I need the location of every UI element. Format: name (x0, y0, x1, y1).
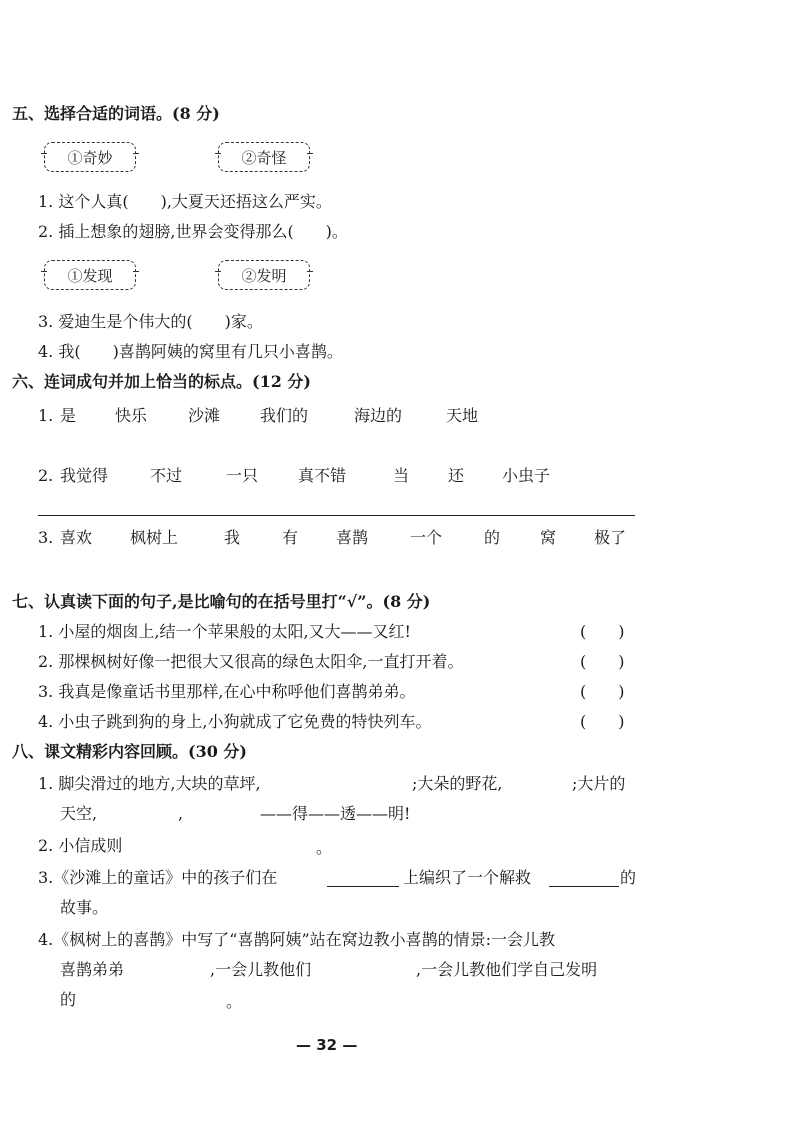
s6-row-1-word: 天地 (446, 406, 479, 425)
s6-row-1-word: 海边的 (354, 406, 403, 425)
word-choice-1: ①奇妙 (44, 142, 136, 172)
s6-row-3-number: 3. (38, 528, 54, 547)
s6-row-3-word: 喜鹊 (336, 528, 369, 547)
s8-q2-part-b: 。 (316, 838, 333, 857)
word-choice-3: ①发现 (44, 260, 136, 290)
section-7-heading: 七、认真读下面的句子,是比喻句的在括号里打“√”。(8 分) (12, 592, 431, 611)
answer-line (38, 515, 635, 516)
s6-row-3-word: 极了 (594, 528, 627, 547)
answer-parenthesis[interactable]: ( ) (580, 712, 625, 731)
s6-row-3-word: 一个 (410, 528, 443, 547)
s6-row-3-word: 有 (282, 528, 299, 547)
s6-row-2-word: 不过 (150, 466, 183, 485)
s6-row-1-word: 是 (60, 406, 77, 425)
s8-q1-part-c: ;大片的 (572, 774, 626, 793)
s7-sentence-3: 3. 我真是像童话书里那样,在心中称呼他们喜鹊弟弟。 (38, 682, 416, 701)
section-8-heading: 八、课文精彩内容回顾。(30 分) (12, 742, 247, 761)
s5-question-2: 2. 插上想象的翅膀,世界会变得那么( )。 (38, 222, 348, 241)
s8-q4-part-a: 4.《枫树上的喜鹊》中写了“喜鹊阿姨”站在窝边教小喜鹊的情景:一会儿教 (38, 930, 556, 949)
s6-row-3-word: 的 (484, 528, 501, 547)
s6-row-3-word: 我 (224, 528, 241, 547)
s6-row-1-word: 我们的 (260, 406, 309, 425)
s8-q1-part-b: ;大朵的野花, (412, 774, 503, 793)
page-number: — 32 — (296, 1036, 358, 1054)
s6-row-2-word: 一只 (226, 466, 259, 485)
s7-sentence-2: 2. 那棵枫树好像一把很大又很高的绿色太阳伞,一直打开着。 (38, 652, 464, 671)
s8-q4-part-f: 。 (226, 992, 243, 1011)
s5-question-4: 4. 我( )喜鹊阿姨的窝里有几只小喜鹊。 (38, 342, 343, 361)
s6-row-3-word: 枫树上 (130, 528, 179, 547)
fill-blank[interactable] (327, 886, 399, 887)
s8-q3-part-a: 3.《沙滩上的童话》中的孩子们在 (38, 868, 278, 887)
s6-row-3-word: 喜欢 (60, 528, 93, 547)
s8-q3-part-c: 的 (620, 868, 637, 887)
s8-q1-part-a: 1. 脚尖滑过的地方,大块的草坪, (38, 774, 261, 793)
s8-q3-part-b: 上编织了一个解救 (403, 868, 532, 887)
answer-parenthesis[interactable]: ( ) (580, 652, 625, 671)
s6-row-2-word: 当 (393, 466, 410, 485)
s5-question-1: 1. 这个人真( ),大夏天还捂这么严实。 (38, 192, 332, 211)
s8-q2-part-a: 2. 小信成则 (38, 836, 123, 855)
s7-sentence-4: 4. 小虫子跳到狗的身上,小狗就成了它免费的特快列车。 (38, 712, 432, 731)
s8-q4-part-d: ,一会儿教他们学自己发明 (416, 960, 598, 979)
s8-q4-part-e: 的 (60, 990, 77, 1009)
s6-row-2-word: 我觉得 (60, 466, 109, 485)
s6-row-2-word: 真不错 (298, 466, 347, 485)
s8-q3-part-d: 故事。 (60, 898, 109, 917)
word-choice-4: ②发明 (218, 260, 310, 290)
s6-row-1-number: 1. (38, 406, 54, 425)
s8-q4-part-b: 喜鹊弟弟 (60, 960, 125, 979)
s5-question-3: 3. 爱迪生是个伟大的( )家。 (38, 312, 263, 331)
s8-q1-part-d: 天空, (60, 804, 98, 823)
s6-row-2-word: 小虫子 (502, 466, 551, 485)
section-6-heading: 六、连词成句并加上恰当的标点。(12 分) (12, 372, 311, 391)
s8-q4-part-c: ,一会儿教他们 (210, 960, 312, 979)
s6-row-2-word: 还 (448, 466, 465, 485)
s6-row-2-number: 2. (38, 466, 54, 485)
s6-row-3-word: 窝 (540, 528, 557, 547)
s7-sentence-1: 1. 小屋的烟囱上,结一个苹果般的太阳,又大——又红! (38, 622, 411, 641)
s6-row-1-word: 沙滩 (188, 406, 221, 425)
s8-q1-part-e: , (178, 804, 184, 823)
word-choice-2: ②奇怪 (218, 142, 310, 172)
s8-q1-part-f: ——得——透——明! (260, 804, 411, 823)
answer-parenthesis[interactable]: ( ) (580, 622, 625, 641)
fill-blank[interactable] (549, 886, 619, 887)
section-5-heading: 五、选择合适的词语。(8 分) (12, 104, 220, 123)
answer-parenthesis[interactable]: ( ) (580, 682, 625, 701)
s6-row-1-word: 快乐 (115, 406, 148, 425)
